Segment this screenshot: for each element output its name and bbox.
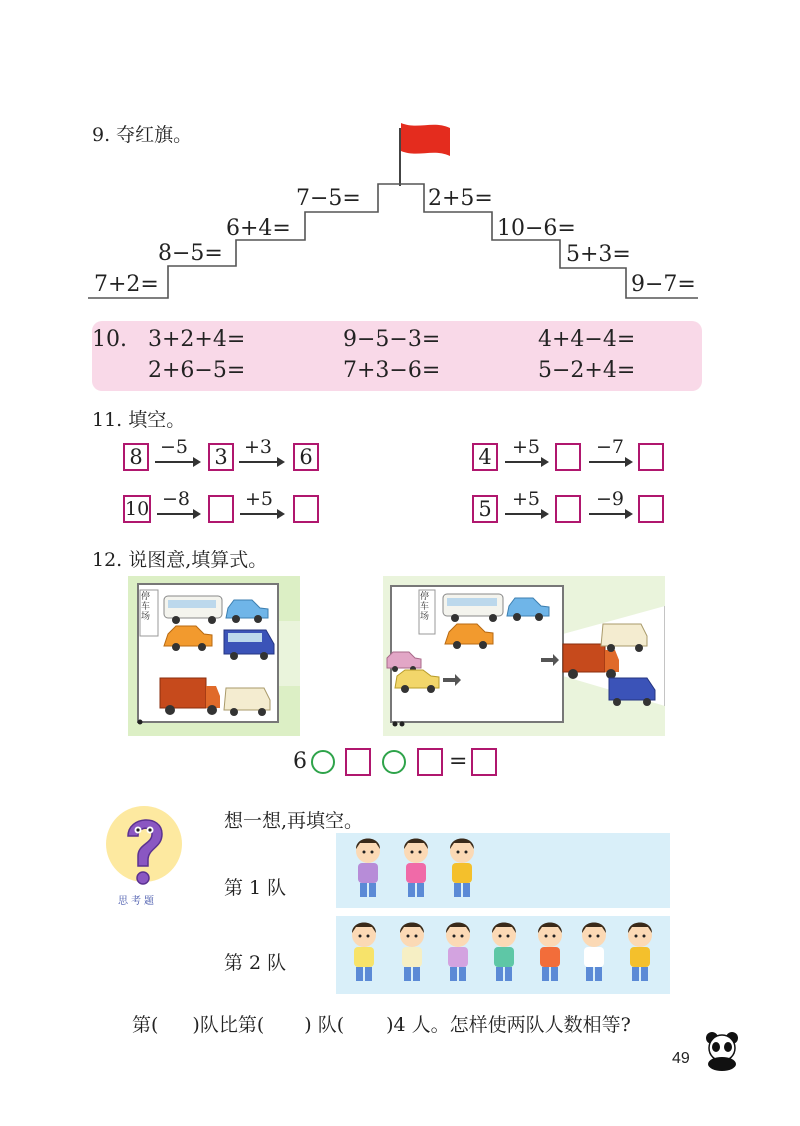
kid	[538, 923, 562, 982]
answer-box[interactable]	[555, 443, 581, 471]
page-number: 49	[672, 1050, 690, 1067]
red-flag-icon	[401, 123, 450, 156]
question-mark-icon	[104, 802, 184, 902]
operator-circle[interactable]	[311, 750, 335, 774]
sentence-part: )4 人。怎样使两队人数相等?	[386, 1014, 631, 1036]
kid	[582, 923, 606, 982]
answer-box[interactable]	[345, 748, 371, 776]
chain-box: 10	[123, 495, 151, 523]
answer-box[interactable]	[471, 748, 497, 776]
think-badge: 思考题	[118, 896, 157, 907]
chain-op: +5	[511, 436, 540, 458]
q10-expr: 3+2+4=	[148, 327, 246, 352]
q10-expr: 9−5−3=	[343, 327, 441, 352]
kid	[492, 923, 516, 982]
arrow-icon	[157, 513, 199, 515]
chain-box: 8	[123, 443, 149, 471]
sentence-part: ) 队(	[304, 1014, 345, 1036]
parking-sign: 停车场	[141, 592, 151, 622]
equals-sign: =	[449, 749, 468, 774]
arrow-icon	[589, 461, 631, 463]
kid	[446, 923, 470, 982]
q10-expr: 5−2+4=	[538, 358, 636, 383]
stair-left-2: 8−5=	[158, 241, 223, 266]
team2-label: 第 2 队	[224, 952, 287, 974]
kid	[400, 923, 424, 982]
sentence-part: )队比第(	[192, 1014, 265, 1036]
kid	[404, 839, 428, 898]
answer-box[interactable]	[293, 495, 319, 523]
chain-op: +5	[511, 488, 540, 510]
team1-label: 第 1 队	[224, 877, 287, 899]
stair-right-3: 5+3=	[566, 242, 631, 267]
chain-op: −9	[595, 488, 624, 510]
q12-title: 12. 说图意,填算式。	[92, 549, 268, 571]
stair-left-3: 6+4=	[226, 216, 291, 241]
answer-box[interactable]	[208, 495, 234, 523]
q9-title: 9. 夺红旗。	[92, 124, 193, 146]
chain-box: 6	[293, 443, 319, 471]
stair-right-2: 10−6=	[497, 216, 576, 241]
sentence-part: 第(	[132, 1014, 159, 1036]
q10-expr: 4+4−4=	[538, 327, 636, 352]
answer-box[interactable]	[417, 748, 443, 776]
chain-box: 4	[472, 443, 498, 471]
chain-op: +3	[243, 436, 272, 458]
arrow-icon	[239, 461, 283, 463]
chain-box: 5	[472, 495, 498, 523]
stair-diagram	[88, 118, 708, 308]
think-prompt: 想一想,再填空。	[224, 810, 364, 832]
arrow-icon	[240, 513, 283, 515]
kid	[356, 839, 380, 898]
q10-number: 10.	[92, 327, 127, 352]
stair-right-4: 9−7=	[631, 272, 696, 297]
chain-op: +5	[244, 488, 273, 510]
answer-box[interactable]	[638, 443, 664, 471]
children-illustration	[336, 833, 670, 994]
operator-circle[interactable]	[382, 750, 406, 774]
chain-op: −8	[161, 488, 190, 510]
q10-expr: 2+6−5=	[148, 358, 246, 383]
arrow-icon	[589, 513, 631, 515]
q10-expr: 7+3−6=	[343, 358, 441, 383]
answer-box[interactable]	[638, 495, 664, 523]
answer-box[interactable]	[555, 495, 581, 523]
kid	[628, 923, 652, 982]
fill-sentence	[132, 1010, 631, 1037]
arrow-icon	[155, 461, 199, 463]
stair-left-4: 7−5=	[296, 186, 361, 211]
panda-icon	[700, 1030, 744, 1072]
arrow-icon	[505, 461, 547, 463]
equation-start: 6	[293, 749, 307, 774]
kid	[352, 923, 376, 982]
chain-box: 3	[208, 443, 234, 471]
q11-title: 11. 填空。	[92, 409, 186, 431]
arrow-icon	[505, 513, 547, 515]
parking-sign: 停车场	[420, 592, 430, 622]
kid	[450, 839, 474, 898]
chain-op: −5	[159, 436, 188, 458]
stair-left-1: 7+2=	[94, 272, 159, 297]
stair-right-1: 2+5=	[428, 186, 493, 211]
chain-op: −7	[595, 436, 624, 458]
